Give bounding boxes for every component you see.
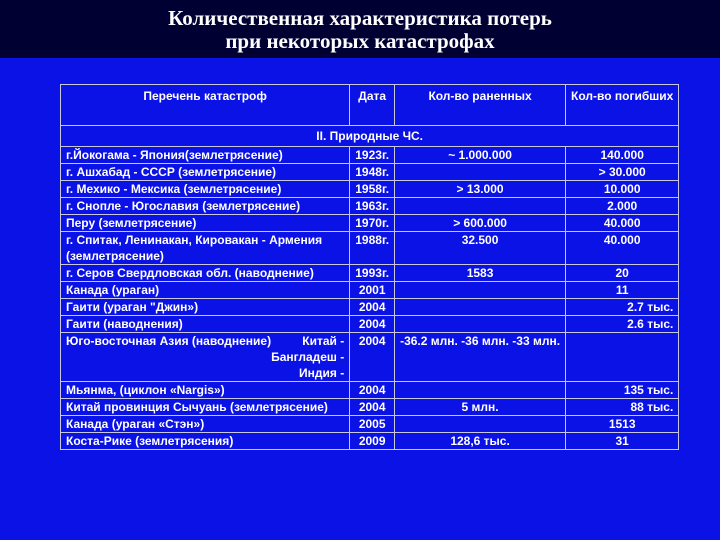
row-date: 1993г. <box>350 265 395 282</box>
header-injured: Кол-во раненных <box>395 85 566 126</box>
row-dead: 40.000 <box>566 232 679 265</box>
row-dead: 11 <box>566 282 679 299</box>
row-injured: > 600.000 <box>395 215 566 232</box>
header-date: Дата <box>350 85 395 126</box>
country-label: Китай - <box>302 334 345 348</box>
row-injured <box>395 416 566 433</box>
row-injured <box>395 164 566 181</box>
row-name: Перу (землетрясение) <box>61 215 350 232</box>
row-injured <box>395 316 566 333</box>
row-dead: 20 <box>566 265 679 282</box>
row-dead: 88 тыс. <box>566 399 679 416</box>
row-injured <box>395 299 566 316</box>
section-title: II. Природные ЧС. <box>61 126 679 147</box>
slide-title-line-2: при некоторых катастрофах <box>225 29 495 53</box>
slide-title-line-1: Количественная характеристика потерь <box>168 6 552 30</box>
row-date: 1963г. <box>350 198 395 215</box>
table-row <box>61 333 679 382</box>
row-dead: 31 <box>566 433 679 450</box>
row-injured <box>395 382 566 399</box>
table-row <box>61 232 679 265</box>
table-row <box>61 399 679 416</box>
row-name: Китай провинция Сычуань (землетрясение) <box>61 399 350 416</box>
row-injured: 1583 <box>395 265 566 282</box>
row-injured: ~ 1.000.000 <box>395 147 566 164</box>
row-date: 1970г. <box>350 215 395 232</box>
row-name: г. Мехико - Мексика (землетрясение) <box>61 181 350 198</box>
country-label: Индия - <box>299 366 345 380</box>
row-dead: 1513 <box>566 416 679 433</box>
row-dead: 135 тыс. <box>566 382 679 399</box>
row-name: Коста-Рике (землетрясения) <box>61 433 350 450</box>
row-dead: 2.7 тыс. <box>566 299 679 316</box>
region-name: Юго-восточная Азия (наводнение) <box>66 334 272 348</box>
row-date: 1948г. <box>350 164 395 181</box>
row-dead: 2.000 <box>566 198 679 215</box>
row-date: 2004 <box>350 333 395 382</box>
slide-title <box>0 0 720 58</box>
row-date: 2004 <box>350 382 395 399</box>
row-injured: > 13.000 <box>395 181 566 198</box>
table-header-row <box>61 85 679 126</box>
row-date: 1988г. <box>350 232 395 265</box>
table-row <box>61 265 679 282</box>
row-name: г. Снопле - Югославия (землетрясение) <box>61 198 350 215</box>
row-name: Канада (ураган «Стэн») <box>61 416 350 433</box>
row-name: г.Йокогама - Япония(землетрясение) <box>61 147 350 164</box>
table-row <box>61 215 679 232</box>
table-row <box>61 433 679 450</box>
row-date: 2004 <box>350 299 395 316</box>
row-injured <box>395 198 566 215</box>
table-row <box>61 316 679 333</box>
disasters-table <box>60 84 679 450</box>
row-injured: 5 млн. <box>395 399 566 416</box>
row-injured: 128,6 тыс. <box>395 433 566 450</box>
row-name: Мьянма, (циклон «Nargis») <box>61 382 350 399</box>
row-date: 1958г. <box>350 181 395 198</box>
row-dead: 140.000 <box>566 147 679 164</box>
row-name: г. Серов Свердловская обл. (наводнение) <box>61 265 350 282</box>
row-dead: 40.000 <box>566 215 679 232</box>
table-row <box>61 416 679 433</box>
row-name: г. Ашхабад - СССР (землетрясение) <box>61 164 350 181</box>
table-row <box>61 147 679 164</box>
table-row <box>61 164 679 181</box>
table-row <box>61 299 679 316</box>
row-dead: 2.6 тыс. <box>566 316 679 333</box>
row-injured <box>395 282 566 299</box>
row-name <box>61 333 350 382</box>
row-name: г. Спитак, Ленинакан, Кировакан - Армения (землетрясение) <box>61 232 350 265</box>
section-row <box>61 126 679 147</box>
table-row <box>61 282 679 299</box>
row-name: Гаити (наводнения) <box>61 316 350 333</box>
row-injured: 32.500 <box>395 232 566 265</box>
row-dead: > 30.000 <box>566 164 679 181</box>
country-label: Бангладеш - <box>271 350 345 364</box>
region-countries <box>271 333 344 381</box>
table-row <box>61 382 679 399</box>
row-date: 2005 <box>350 416 395 433</box>
table-row <box>61 181 679 198</box>
row-date: 2004 <box>350 399 395 416</box>
row-date: 2001 <box>350 282 395 299</box>
row-date: 2009 <box>350 433 395 450</box>
header-dead: Кол-во погибших <box>566 85 679 126</box>
header-name: Перечень катастроф <box>61 85 350 126</box>
table-row <box>61 198 679 215</box>
row-date: 2004 <box>350 316 395 333</box>
row-date: 1923г. <box>350 147 395 164</box>
row-injured: -36.2 млн. -36 млн. -33 млн. <box>395 333 566 382</box>
row-name: Гаити (ураган "Джин») <box>61 299 350 316</box>
row-dead: 10.000 <box>566 181 679 198</box>
row-name: Канада (ураган) <box>61 282 350 299</box>
row-dead <box>566 333 679 382</box>
